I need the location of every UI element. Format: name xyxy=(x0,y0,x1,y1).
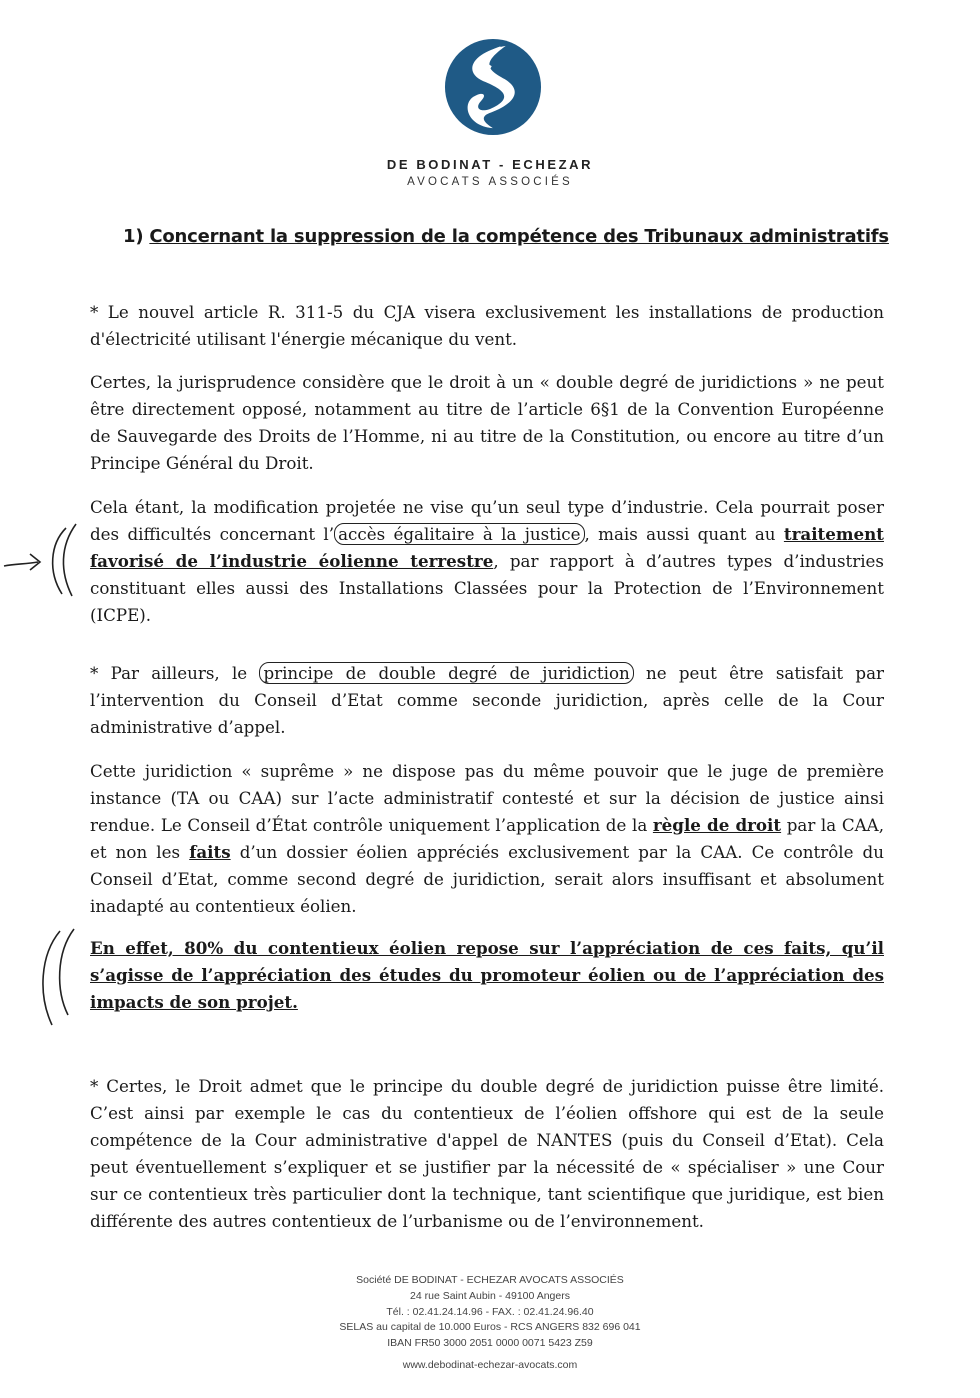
footer-registration: SELAS au capital de 10.000 Euros - RCS ANGERS 832 696 041 xyxy=(339,1321,641,1334)
footer-iban: IBAN FR50 3000 2051 0000 0071 5423 Z59 xyxy=(387,1337,593,1350)
heading-number: 1) xyxy=(123,226,144,247)
paragraph-3 xyxy=(90,494,884,629)
firm-subtitle: AVOCATS ASSOCIÉS xyxy=(407,176,573,188)
river-swirl-logo-icon xyxy=(444,38,542,136)
p3-bold-phrase: traitement favorisé de l’industrie éolienne terrestre xyxy=(90,524,884,571)
footer-phone-fax: Tél. : 02.41.24.14.96 - FAX. : 02.41.24.96.40 xyxy=(386,1305,594,1318)
p4-text-a: * Par ailleurs, le xyxy=(90,663,260,683)
p3-circled-phrase: accès égalitaire à la justice xyxy=(334,523,584,545)
p5-text-a: Cette juridiction « suprême » ne dispose pas du même pouvoir que le juge de première instance (TA ou CAA) sur l’acte administratif contesté et sur la décision de justice ainsi rendue. Le Conseil d’État contrôle uniquement l’application de la xyxy=(90,761,884,835)
p5-bold-rule: règle de droit xyxy=(652,815,782,835)
p4-text-c: ne peut être satisfait par l’intervention du Conseil d’Etat comme seconde juridiction, après celle de la Cour administrative d’appel. xyxy=(90,663,884,737)
firm-name: DE BODINAT - ECHEZAR xyxy=(386,157,594,172)
paragraph-6: En effet, 80% du contentieux éolien repose sur l’appréciation de ces faits, qu’il s’agisse de l’appréciation des études du promoteur éolien ou de l’appréciation des impacts de son projet. xyxy=(90,938,884,1012)
footer-company: Société DE BODINAT - ECHEZAR AVOCATS ASSOCIÉS xyxy=(356,1274,624,1286)
handwritten-arrow-icon xyxy=(0,520,90,600)
p4-circled-phrase: principe de double degré de juridiction xyxy=(259,662,633,684)
paragraph-5 xyxy=(90,758,884,920)
p3-text-a: Cela étant, la modification projetée ne vise qu’un seul type d’industrie. Cela pourrait poser des difficultés concernant l’ xyxy=(90,497,884,544)
p5-bold-facts: faits xyxy=(189,842,231,862)
paragraph-7: * Certes, le Droit admet que le principe du double degré de juridiction puisse être limité. C’est ainsi par exemple le cas du contentieux de l’éolien offshore qui est de la seule compétence de la Cour administrative d'appel de NANTES (puis du Conseil d’Etat). Cela peut éventuellement s’expliquer et se justifier par la nécessité de « spécialiser » une Cour sur ce contentieux très particulier dont la technique, tant scientifique que juridique, est bien différente des autres contentieux de l’urbanisme ou de l’environnement. xyxy=(90,1076,884,1231)
section-heading xyxy=(123,226,889,247)
footer-address: 24 rue Saint Aubin - 49100 Angers xyxy=(410,1289,570,1302)
handwritten-bracket-icon xyxy=(30,925,90,1030)
paragraph-2: Certes, la jurisprudence considère que le droit à un « double degré de juridictions » ne peut être directement opposé, notamment au titre de l’article 6§1 de la Convention Européenne de Sauvegarde des Droits de l’Homme, ni au titre de la Constitution, ou encore au titre d’un Principe Général du Droit. xyxy=(90,372,884,473)
p3-text-e: , par rapport à d’autres types d’industries constituant elles aussi des Installations Classées pour la Protection de l’Environnement (ICPE). xyxy=(90,551,884,625)
heading-title: Concernant la suppression de la compétence des Tribunaux administratifs xyxy=(149,226,889,247)
p5-text-e: d’un dossier éolien appréciés exclusivement par la CAA. Ce contrôle du Conseil d’Etat, comme second degré de juridiction, serait alors insuffisant et absolument inadapté au contentieux éolien. xyxy=(90,842,884,916)
page-footer xyxy=(0,1273,980,1374)
paragraph-4 xyxy=(90,660,884,741)
footer-website: www.debodinat-echezar-avocats.com xyxy=(402,1358,578,1371)
paragraph-1: * Le nouvel article R. 311-5 du CJA visera exclusivement les installations de production d'électricité utilisant l'énergie mécanique du vent. xyxy=(90,302,884,349)
p3-text-c: , mais aussi quant au xyxy=(584,524,784,544)
p5-text-c: par la CAA, et non les xyxy=(90,815,885,862)
